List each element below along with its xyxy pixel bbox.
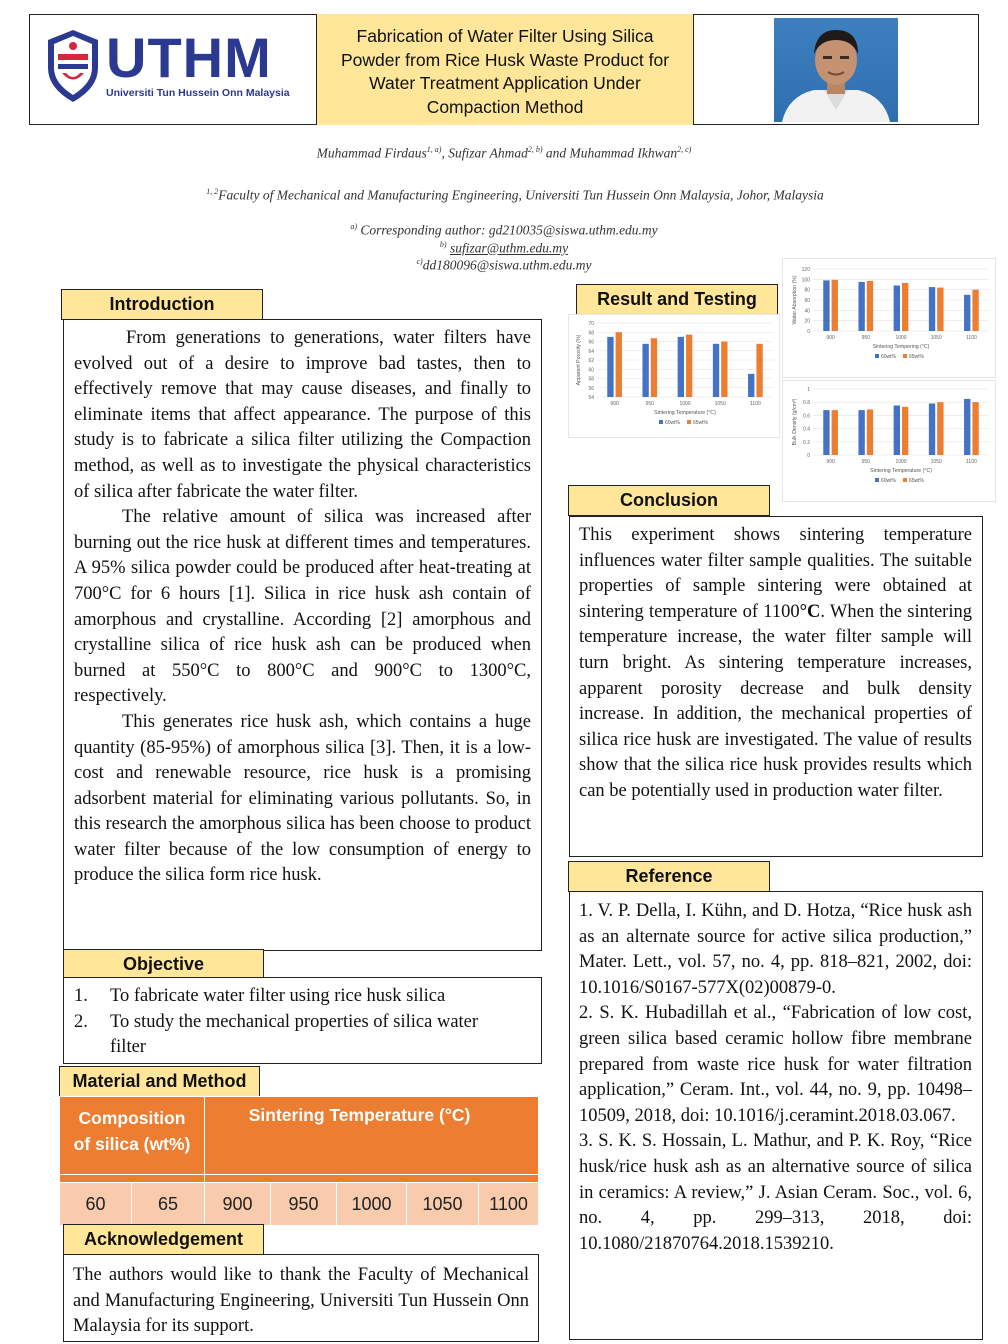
author-name: Sufizar Ahmad [448,145,528,161]
legend-swatch [687,420,691,424]
objective-text: To study the mechanical properties of silica water filter [110,1011,479,1058]
y-tick-label: 56 [588,385,594,392]
y-tick-label: 80 [804,287,810,294]
temperature-header: Sintering Temperature (°C) [205,1097,539,1175]
bar-60wt% [607,337,613,397]
conclusion-text-part: This experiment shows sintering temperature influences water filter sample qualities. The suitable properties of sample sintering were obtained at sintering temperature of 1100 [579,525,972,622]
y-tick-label: 0 [807,329,810,335]
x-tick-label: 1050 [714,401,726,407]
apparent-porosity-chart [568,314,780,438]
email-sup: b) [439,240,447,249]
title-line: Fabrication of Water Filter Using Silica [356,26,654,46]
introduction-box [63,319,542,951]
bar-60wt% [858,410,864,455]
composition-header [60,1097,205,1175]
bar-65wt% [937,288,943,331]
bar-60wt% [894,286,900,331]
x-tick-label: 900 [826,459,835,465]
objective-heading: Objective [63,949,264,980]
y-tick-label: 0.6 [803,413,810,420]
y-tick-label: 40 [804,308,810,315]
legend-label: 65wt% [693,420,709,426]
affiliation-sup: 1, 2 [206,187,219,196]
y-tick-label: 68 [588,330,594,337]
y-tick-label: 20 [804,318,810,325]
y-tick-label: 70 [588,321,594,327]
x-axis-label: Sintering Temperature (°C) [654,410,716,416]
bar-60wt% [713,344,719,397]
conclusion-text-part: . When the sintering temperature increase, the water filter sample will turn bright. As sintering temperature increases, apparent porosity decrease and bulk density increase. In addition, the mechanical properties of silica rice husk are investigated. The value of results show that the silica rice husk provides results which can be potentially used in production water filter. [579,601,972,801]
reference-box [569,891,983,1340]
uthm-logo [42,26,312,106]
legend-swatch [659,420,663,424]
introduction-paragraph: From generations to generations, water filters have evolved out of a desire to improve bad tastes, then to effectively remove that may cause diseases, and finally to eliminate items that affect appearance. The purpose of this study is to fabricate a silica filter utilizing the Compaction method, as well as to investigate the physical characteristics of silica after fabricate the water filter. [74,328,531,502]
y-tick-label: 60 [588,367,594,374]
legend-label: 60wt% [881,354,897,360]
reference-item: 1. V. P. Della, I. Kühn, and D. Hotza, “Rice husk ash as an alternate source for active silica production,” Mater. Lett., vol. 57, no. 4, pp. 818–821, 2002, doi: 10.1016/S0167-577X(02)00879-0. [579,901,972,998]
author-name: Muhammad Ikhwan [569,145,678,161]
bar-60wt% [964,295,970,331]
water-absorption-chart [782,258,996,378]
bar-65wt% [832,280,838,331]
y-axis-label: Bulk Density (g/cm³) [792,398,798,446]
bar-65wt% [616,332,622,397]
email-b [0,240,1008,257]
composition-values [60,1183,205,1226]
introduction-paragraph: This generates rice husk ash, which contains a huge quantity (85-95%) of amorphous silica [3]. Then, it is a low-cost and renewable resource, rice husk is a promising adsorbent material for eliminating various pollutants. So, in this research the amorphous silica has been choose to product water filter because of the low consumption of energy to produce the silica form rice husk. [74,711,531,886]
corresponding-author [0,222,1008,239]
y-tick-label: 62 [588,358,594,364]
introduction-heading: Introduction [61,289,263,320]
composition-header-line: Composition [78,1108,186,1128]
bar-65wt% [902,283,908,331]
y-tick-label: 58 [588,376,594,383]
bar-65wt% [937,402,943,455]
affiliation [0,187,1008,204]
x-tick-label: 950 [645,401,654,407]
objective-number: 1. [74,986,88,1006]
y-tick-label: 100 [801,277,810,284]
bar-65wt% [686,335,692,397]
header-spacer [60,1175,205,1183]
y-tick-label: 0 [807,453,810,459]
bar-60wt% [678,337,684,397]
author-sup: 1, a) [426,145,442,154]
author-and: and [545,145,567,161]
x-axis-label: Sintering Temperature (°C) [870,468,932,474]
x-tick-label: 1050 [930,335,942,341]
title-line: Powder from Rice Husk Waste Product for [340,49,670,70]
composition-header-line: of silica (wt%) [73,1134,191,1154]
y-tick-label: 0.4 [803,426,810,433]
objective-item [74,1010,494,1061]
acknowledgement-text: The authors would like to thank the Faculty of Mechanical and Manufacturing Engineering, Universiti Tun Hussein Onn Malaysia for its support. [73,1265,529,1337]
logo-subtitle: Universiti Tun Hussein Onn Malaysia [106,87,290,99]
bar-60wt% [929,287,935,331]
legend-swatch [903,478,907,482]
x-tick-label: 1000 [895,335,907,341]
x-tick-label: 1100 [966,335,977,341]
material-table [59,1096,539,1226]
author-sup: 2, b) [527,145,543,154]
reference-item: 3. S. K. S. Hossain, L. Mathur, and P. K. Roy, “Rice husk/rice husk ash as an alternative source of silica in ceramics: A review,” J. Asian Ceram. Soc., vol. 6, no. 4, pp. 299–313, 2018, doi: 10.1080/21870764.2018.1539210. [579,1131,972,1254]
y-tick-label: 120 [801,267,810,273]
legend-swatch [875,354,879,358]
temperature-value: 1000 [337,1183,407,1226]
y-tick-label: 0.8 [803,400,810,407]
email-sup: a) [350,222,357,231]
author-photo [774,18,898,122]
bar-65wt% [867,281,873,331]
x-tick-label: 1100 [966,459,977,465]
crest-icon [42,26,104,106]
legend-swatch [903,354,907,358]
y-tick-label: 66 [588,339,594,346]
acknowledgement-box [63,1254,539,1342]
objective-number: 2. [74,1011,88,1032]
bulk-density-chart [782,380,996,502]
author-name: Muhammad Firdaus [316,145,427,161]
introduction-paragraph: The relative amount of silica was increased after burning out the rice husk at different times and temperatures. A 95% silica powder could be produced after heat-treating at 700°C for 6 hours [1]. Silica in rice husk ash contain of amorphous and crystalline. According [2] amorphous and crystalline silica of rice husk ash can be produced when burned at 550°C to 800°C and 900°C to 1300°C, respectively. [74,507,531,707]
objective-text: To fabricate water filter using rice husk silica [110,986,446,1006]
author-sup: 2, c) [677,145,692,154]
bar-65wt% [902,407,908,455]
y-axis-label: Water Absorption (%) [792,275,798,325]
legend-swatch [875,478,879,482]
legend-label: 60wt% [881,478,897,484]
conclusion-heading: Conclusion [568,485,770,516]
x-tick-label: 900 [826,335,835,341]
bar-60wt% [964,399,970,455]
bar-65wt% [972,290,978,331]
author-line: Muhammad Firdaus$^{1, a)}$, Sufizar Ahmad$^{2, b)}$ and Muhammad Ikhwan$^{2, c)}$ [316,145,692,161]
temperature-value: 950 [271,1183,337,1226]
x-tick-label: 1000 [895,459,907,465]
bar-65wt% [721,342,727,398]
title-line: Water Treatment Application Under [369,73,641,93]
email-link[interactable]: sufizar@uthm.edu.my [449,240,569,256]
legend-label: 65wt% [909,354,925,360]
x-tick-label: 950 [861,459,870,465]
bar-60wt% [642,344,648,397]
y-tick-label: 60 [804,298,810,304]
bar-65wt% [867,409,873,455]
bar-60wt% [858,282,864,331]
y-tick-label: 1 [807,387,810,393]
logo-wordmark: UTHM [106,26,272,89]
email-text: Corresponding author: gd210035@siswa.uthm.edu.my [360,222,658,238]
objective-item [74,984,494,1010]
bar-60wt% [823,410,829,455]
reference-item: 2. S. K. Hubadillah et al., “Fabrication of low cost, green silica based ceramic hollow fibre membrane prepared from waste rice husk for water filtration application,” Ceram. Int., vol. 44, no. 9, pp. 10498–10509, 2018, doi: 10.1016/j.ceramint.2018.03.067. [579,1003,972,1126]
x-tick-label: 1000 [679,401,691,407]
bar-60wt% [748,374,754,397]
header-spacer [205,1175,539,1183]
x-axis-label: Sintering Tempering (°C) [872,344,930,350]
affiliation-text: Faculty of Mechanical and Manufacturing Engineering, Universiti Tun Hussein Onn Malaysia, Johor, Malaysia [218,187,824,203]
x-tick-label: 1100 [750,401,761,407]
composition-value: 60 [60,1183,132,1225]
y-tick-label: 64 [588,348,594,355]
bar-65wt% [832,410,838,455]
conclusion-unit: °C [799,601,821,622]
y-axis-label: Apparent Porosity (%) [576,334,582,386]
conclusion-box [569,516,983,857]
legend-label: 65wt% [909,478,925,484]
bar-60wt% [894,406,900,456]
acknowledgement-heading: Acknowledgement [63,1224,264,1255]
email-sup: c) [416,257,423,266]
title-line: Compaction Method [426,96,584,117]
bar-65wt% [651,338,657,397]
email-text: dd180096@siswa.uthm.edu.my [422,257,592,273]
x-tick-label: 950 [861,335,870,341]
conclusion-text [579,523,972,805]
results-heading: Result and Testing [576,284,778,315]
x-tick-label: 1050 [930,459,942,465]
poster-title [316,14,694,125]
bar-65wt% [756,344,762,397]
material-heading: Material and Method [59,1066,260,1097]
composition-value: 65 [157,1194,179,1214]
bar-65wt% [972,402,978,455]
temperature-value: 1050 [407,1183,479,1226]
temperature-value: 1100 [479,1183,539,1226]
legend-label: 60wt% [665,420,681,426]
objective-box [63,977,542,1064]
temperature-value: 900 [205,1183,271,1226]
x-tick-label: 900 [610,401,619,407]
y-tick-label: 0.2 [803,439,810,446]
reference-heading: Reference [568,861,770,892]
bar-60wt% [823,280,829,331]
y-tick-label: 54 [588,395,594,401]
bar-60wt% [929,404,935,455]
